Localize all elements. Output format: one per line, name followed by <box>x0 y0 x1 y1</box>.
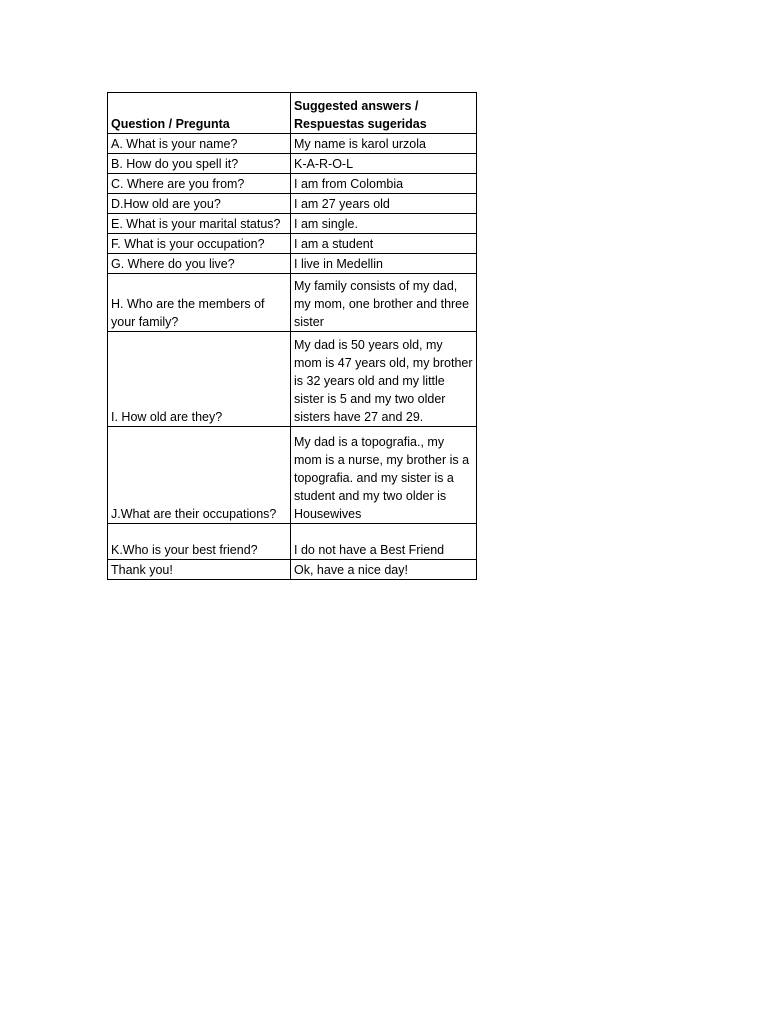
question-cell: D.How old are you? <box>108 194 291 214</box>
table-row <box>108 214 477 234</box>
table-row <box>108 194 477 214</box>
answer-cell: I am 27 years old <box>291 194 477 214</box>
question-cell: H. Who are the members of your family? <box>108 274 291 332</box>
table-row <box>108 174 477 194</box>
question-cell: F. What is your occupation? <box>108 234 291 254</box>
answer-cell: I am single. <box>291 214 477 234</box>
table-row <box>108 234 477 254</box>
question-cell: B. How do you spell it? <box>108 154 291 174</box>
question-cell: A. What is your name? <box>108 134 291 154</box>
header-answer-cell: Suggested answers / Respuestas sugeridas <box>291 93 477 134</box>
table-row <box>108 154 477 174</box>
table-row <box>108 427 477 524</box>
answer-cell: My name is karol urzola <box>291 134 477 154</box>
answer-cell: My dad is 50 years old, my mom is 47 years old, my brother is 32 years old and my little sister is 5 and my two older sisters have 27 and 29. <box>291 332 477 427</box>
answer-cell: I live in Medellin <box>291 254 477 274</box>
table-header-row <box>108 93 477 134</box>
question-cell: Thank you! <box>108 560 291 580</box>
answer-cell: I am from Colombia <box>291 174 477 194</box>
table-row <box>108 560 477 580</box>
question-cell: E. What is your marital status? <box>108 214 291 234</box>
question-answer-table <box>107 92 477 580</box>
question-cell: G. Where do you live? <box>108 254 291 274</box>
question-cell: J.What are their occupations? <box>108 427 291 524</box>
table-row <box>108 332 477 427</box>
answer-cell: I am a student <box>291 234 477 254</box>
answer-cell: My dad is a topografia., my mom is a nurse, my brother is a topografia. and my sister is a student and my two older is Housewives <box>291 427 477 524</box>
question-cell: C. Where are you from? <box>108 174 291 194</box>
table-row <box>108 254 477 274</box>
answer-cell: K-A-R-O-L <box>291 154 477 174</box>
table-row <box>108 524 477 560</box>
answer-cell: My family consists of my dad, my mom, one brother and three sister <box>291 274 477 332</box>
table-row <box>108 134 477 154</box>
table-row <box>108 274 477 332</box>
question-cell: I. How old are they? <box>108 332 291 427</box>
header-question-cell: Question / Pregunta <box>108 93 291 134</box>
question-cell: K.Who is your best friend? <box>108 524 291 560</box>
answer-cell: I do not have a Best Friend <box>291 524 477 560</box>
answer-cell: Ok, have a nice day! <box>291 560 477 580</box>
